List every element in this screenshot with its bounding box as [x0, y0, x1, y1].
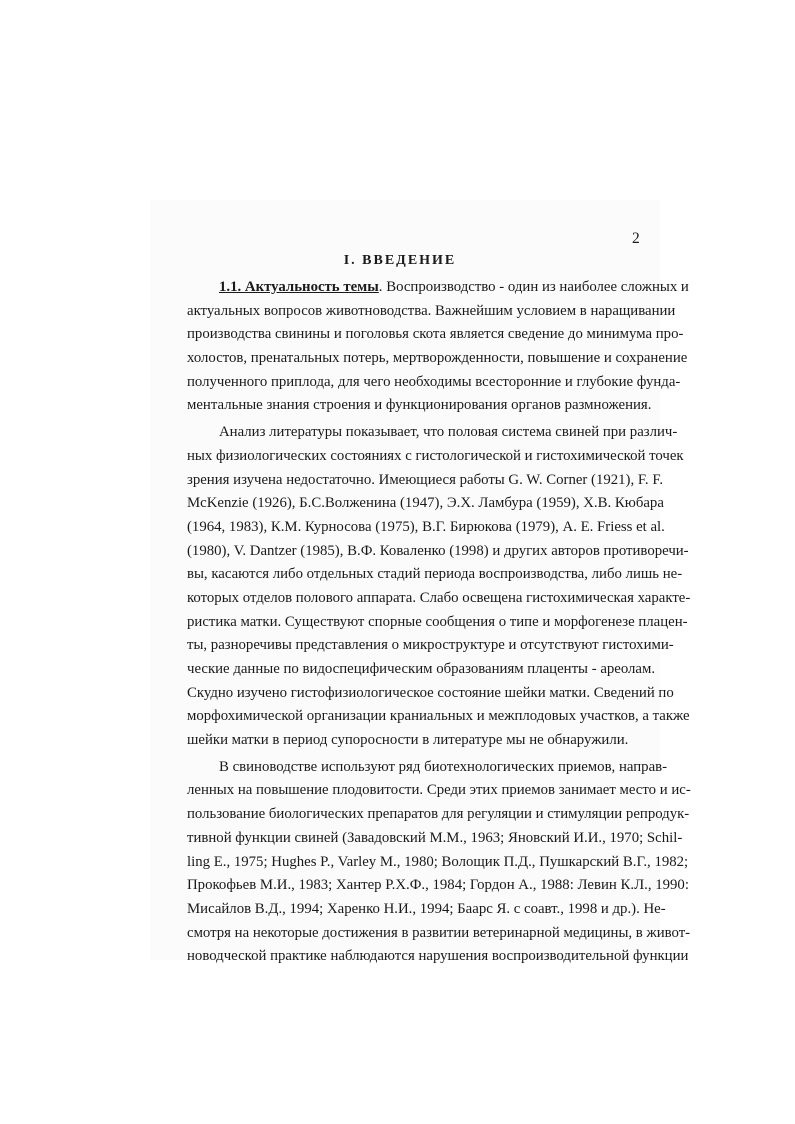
text-line: ling E., 1975; Hughes P., Varley M., 1980; Волощик П.Д., Пушкарский В.Г., 1982;	[187, 853, 689, 870]
body-text	[187, 276, 691, 969]
text-line: производства свинины и поголовья скота является сведение до минимума про-	[187, 326, 684, 343]
text-line: шейки матки в период супоросности в литературе мы не обнаружили.	[187, 732, 629, 749]
text-line: смотря на некоторые достижения в развитии ветеринарной медицины, в живот-	[187, 924, 691, 941]
text-line: которых отделов полового аппарата. Слабо освещена гистохимическая характе-	[187, 589, 691, 606]
text-line: актуальных вопросов животноводства. Важнейшим условием в наращивании	[187, 302, 676, 319]
text-line: зрения изучена недостаточно. Имеющиеся работы G. W. Corner (1921), F. F.	[187, 471, 664, 488]
text-line: В свиноводстве используют ряд биотехнологических приемов, направ-	[219, 758, 668, 775]
text-line: (1980), V. Dantzer (1985), В.Ф. Коваленко (1998) и других авторов противоречи-	[187, 542, 689, 559]
text-line: Скудно изучено гистофизиологическое состояние шейки матки. Сведений по	[187, 684, 674, 701]
text-line: ных физиологических состояниях с гистологической и гистохимической точек	[187, 447, 684, 464]
chapter-heading: I. ВВЕДЕНИЕ	[343, 253, 457, 268]
text-line: Прокофьев М.И., 1983; Хантер Р.Х.Ф., 1984; Гордон А., 1988: Левин К.Л., 1990:	[187, 877, 689, 894]
text-line: Мисайлов В.Д., 1994; Харенко Н.И., 1994; Баарс Я. с соавт., 1998 и др.). Не-	[187, 900, 666, 917]
section-heading-line	[187, 276, 689, 300]
section-title-tail: . Воспроизводство - один из наиболее сложных и	[378, 279, 689, 295]
text-line: вы, касаются либо отдельных стадий периода воспроизводства, либо лишь не-	[187, 566, 683, 583]
text-line: McKenzie (1926), Б.С.Волженина (1947), Э.Х. Ламбура (1959), Х.В. Кюбара	[187, 495, 664, 512]
text-line: (1964, 1983), К.М. Курносова (1975), В.Г. Бирюкова (1979), A. E. Friess et al.	[187, 518, 665, 535]
text-line: пользование биологических препаратов для регуляции и стимуляции репродук-	[187, 806, 690, 823]
text-line: ристика матки. Существуют спорные сообщения о типе и морфогенезе плацен-	[187, 613, 688, 630]
text-line: ческие данные по видоспецифическим образованиям плаценты - ареолам.	[187, 661, 656, 677]
text-line: ментальные знания строения и функционирования органов размножения.	[187, 397, 652, 414]
text-line: холостов, пренатальных потерь, мертворожденности, повышение и сохранение	[187, 350, 688, 367]
section-title: 1.1. Актуальность темы	[219, 279, 379, 295]
text-line: новодческой практике наблюдаются нарушения воспроизводительной функции	[187, 948, 689, 965]
text-line: ленных на повышение плодовитости. Среди этих приемов занимает место и ис-	[187, 782, 691, 799]
text-line: тивной функции свиней (Завадовский М.М., 1963; Яновский И.И., 1970; Schil-	[187, 829, 683, 846]
text-line: морфохимической организации краниальных и межплодовых участков, а также	[187, 708, 690, 725]
text-line: полученного приплода, для чего необходимы всесторонние и глубокие фунда-	[187, 373, 681, 390]
text-line: Анализ литературы показывает, что половая система свиней при различ-	[219, 424, 678, 441]
page-number: 2	[632, 230, 640, 247]
text-line: ты, разноречивы представления о микроструктуре и отсутствуют гистохими-	[187, 637, 674, 654]
